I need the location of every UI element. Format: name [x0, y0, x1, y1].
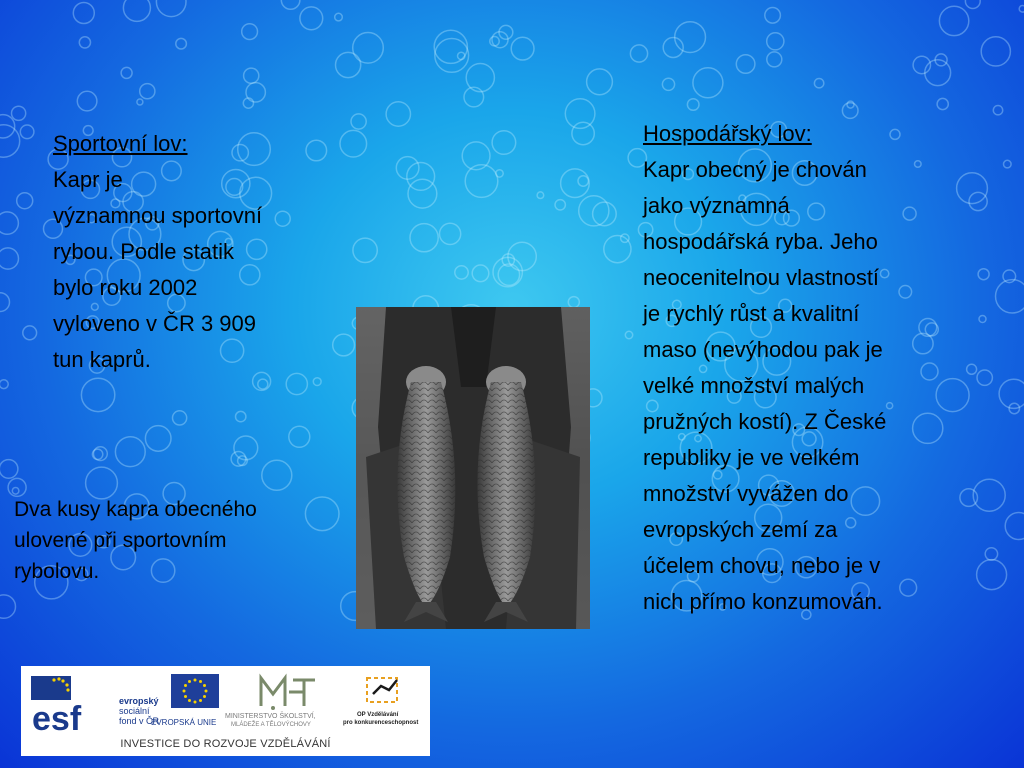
esf-label-3: fond v ČR: [119, 716, 160, 726]
op-logo: [361, 672, 405, 708]
eu-funding-logos: [21, 666, 430, 756]
economic-line: hospodářská ryba. Jeho: [643, 229, 878, 254]
economic-line: velké množství malých: [643, 373, 865, 398]
economic-line: pružných kostí). Z České: [643, 409, 887, 434]
economic-line: účelem chovu, nebo je v: [643, 553, 881, 578]
msmt-label-2: MLÁDEŽE A TĚLOVÝCHOVY: [231, 722, 311, 728]
esf-label-1: evropský: [119, 696, 159, 706]
op-label-1: OP Vzdělávání: [357, 712, 399, 718]
sport-line: vyloveno v ČR 3 909: [53, 311, 256, 336]
economic-line: jako významná: [643, 193, 790, 218]
economic-line: je rychlý růst a kvalitní: [643, 301, 860, 326]
sport-line: bylo roku 2002: [53, 275, 198, 300]
msmt-label-1: MINISTERSTVO ŠKOLSTVÍ,: [225, 713, 316, 720]
sport-line: tun kaprů.: [53, 347, 151, 372]
economic-fishing-heading: Hospodářský lov:: [643, 121, 812, 146]
economic-line: nich přímo konzumován.: [643, 589, 883, 614]
economic-line: maso (nevýhodou pak je: [643, 337, 883, 362]
economic-line: evropských zemí za: [643, 517, 838, 542]
photo-caption: [14, 494, 344, 587]
caption-line: rybolovu.: [14, 560, 100, 583]
caption-line: Dva kusy kapra obecného: [14, 498, 257, 521]
economic-line: množství vyvážen do: [643, 481, 849, 506]
esf-logo: [27, 672, 117, 734]
caption-line: ulovené při sportovním: [14, 529, 227, 552]
economic-line: Kapr obecný je chován: [643, 157, 867, 182]
sport-fishing-heading: Sportovní lov:: [53, 131, 188, 156]
msmt-logo: [253, 672, 323, 712]
economic-fishing-block: [643, 116, 953, 620]
sport-line: rybou. Podle statik: [53, 239, 234, 264]
carp-photo-image: [356, 307, 590, 629]
sport-fishing-block: [53, 126, 338, 378]
sport-line: Kapr je: [53, 167, 123, 192]
op-label-2: pro konkurenceschopnost: [343, 720, 419, 726]
eu-flag-icon: [171, 674, 219, 708]
esf-label-2: sociální: [119, 706, 150, 716]
esf-logo-text: esf: [32, 700, 82, 734]
investment-slogan: INVESTICE DO ROZVOJE VZDĚLÁVÁNÍ: [120, 738, 331, 750]
economic-line: republiky je ve velkém: [643, 445, 860, 470]
sport-line: významnou sportovní: [53, 203, 263, 228]
economic-line: neocenitelnou vlastností: [643, 265, 880, 290]
eu-label: EVROPSKÁ UNIE: [151, 718, 217, 727]
carp-photo: [356, 307, 590, 629]
